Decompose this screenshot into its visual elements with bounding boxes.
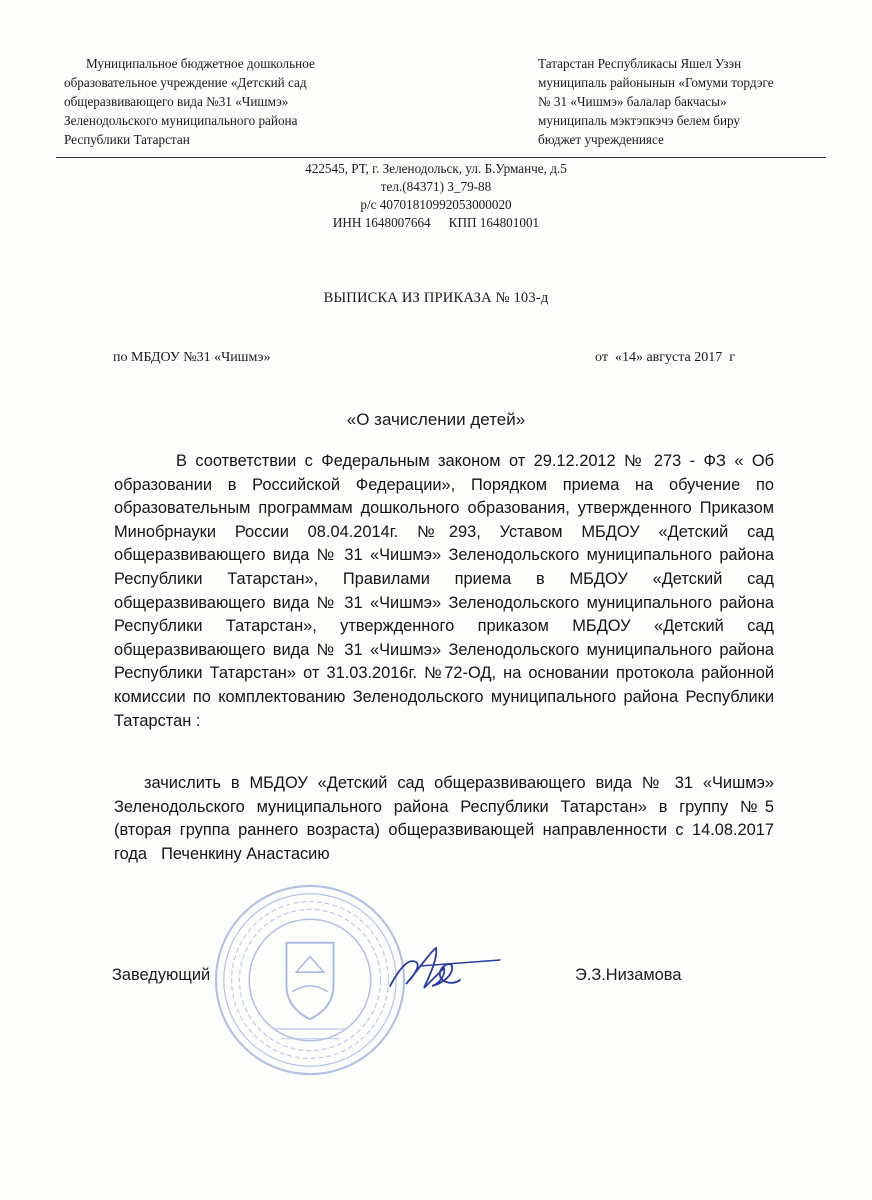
kpp: КПП 164801001 [448,215,540,230]
document-title: ВЫПИСКА ИЗ ПРИКАЗА № 103-д [323,290,549,306]
header-right-line: Татарстан Республикасы Яшел Узэн [538,56,742,71]
inn: ИНН 1648007664 [332,215,431,230]
handwritten-signature-icon [380,938,510,998]
official-stamp-icon [212,882,408,1078]
header-divider [56,157,826,158]
decision-text: зачислить в МБДОУ «Детский сад общеразвивающего вида № 31 «Чишмэ» Зеленодольского муниципального района Республики Татарстан» в группу №5 (вторая группа раннего возраста) общеразвивающей направленности с 14.08.2017 года [114,774,774,863]
header-left-line: Зеленодольского муниципального района [64,113,298,128]
tax-ids [200,214,672,232]
order-preamble: В соответствии с Федеральным законом от 29.12.2012 № 273 - ФЗ « Об образовании в Российской Федерации», Порядком приема на обучение по образовательным программам дошкольного образования, утвержденного Приказом Минобрнауки России 08.04.2014г. №293, Уставом МБДОУ «Детский сад общеразвивающего вида № 31 «Чишмэ» Зеленодольского муниципального района Республики Татарстан», Правилами приема в МБДОУ «Детский сад общеразвивающего вида № 31 «Чишмэ» Зеленодольского муниципального района Республики Татарстан», утвержденного приказом МБДОУ «Детский сад общеразвивающего вида № 31 «Чишмэ» Зеленодольского муниципального района Республики Татарстан» от 31.03.2016г. №72-ОД, на основании протокола районной комиссии по комплектованию Зеленодольского муниципального района Республики Татарстан : [114,452,774,730]
signatory-position: Заведующий [112,966,211,984]
requisites-block [200,160,672,232]
header-left-line: Республики Татарстан [64,132,190,147]
address: 422545, РТ, г. Зеленодольск, ул. Б.Урманче, д.5 [305,161,567,176]
child-name: Печенкину Анастасию [161,844,330,863]
header-right-block [538,54,838,149]
header-right-line: бюджет учреждениясе [538,132,664,147]
header-left-line: общеразвивающего вида №31 «Чишмэ» [64,94,289,109]
header-right-line: муниципаль мэктэпкэчэ белем биру [538,113,741,128]
header-right-line: № 31 «Чишмэ» балалар бакчасы» [538,94,727,109]
bank-account: р/с 40701810992053000020 [360,197,512,212]
date-prefix: от [595,350,608,365]
header-left-line: Муниципальное бюджетное дошкольное [86,56,315,71]
phone: тел.(84371) 3_79-88 [380,179,492,194]
signatory-name: Э.З.Низамова [575,966,682,984]
header-right-line: муниципаль районынын «Гомуми тордэге [538,75,774,90]
date-line [595,350,735,366]
order-date: «14» августа 2017 г [614,350,735,365]
order-subject: «О зачислении детей» [346,410,526,429]
header-left-line: образовательное учреждение «Детский сад [64,75,307,90]
organization-line: по МБДОУ №31 «Чишмэ» [113,350,271,365]
header-left-block [64,54,394,149]
order-decision [114,772,774,866]
